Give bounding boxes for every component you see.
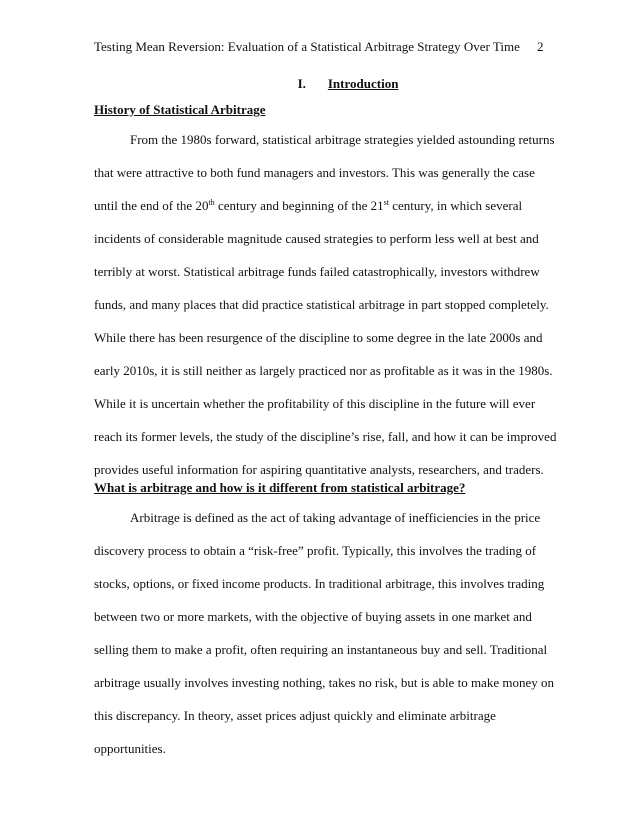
text-run: century and beginning of the 21 [214, 198, 384, 213]
running-header: Testing Mean Reversion: Evaluation of a Statistical Arbitrage Strategy Over Time [94, 39, 520, 54]
paragraph-line: From the 1980s forward, statistical arbitrage strategies yielded astounding returns [130, 132, 555, 147]
paragraph-history [94, 123, 557, 486]
paragraph-line: reach its former levels, the study of the discipline’s rise, fall, and how it can be improved [94, 429, 557, 444]
paragraph-line: stocks, options, or fixed income products. In traditional arbitrage, this involves trading [94, 576, 545, 591]
paragraph-line: between two or more markets, with the objective of buying assets in one market and [94, 609, 532, 624]
paragraph-line: provides useful information for aspiring quantitative analysts, researchers, and traders. [94, 462, 544, 477]
section-title: Introduction [327, 76, 399, 91]
text-run: century, in which several [389, 198, 523, 213]
paragraph-line: discovery process to obtain a “risk-free” profit. Typically, this involves the trading of [94, 543, 537, 558]
paragraph-line: that were attractive to both fund managers and investors. This was generally the case [94, 165, 535, 180]
section-heading [0, 76, 638, 92]
paragraph-line: arbitrage usually involves investing nothing, takes no risk, but is able to make money on [94, 675, 554, 690]
paragraph-line: selling them to make a profit, often requiring an instantaneous buy and sell. Traditional [94, 642, 548, 657]
paragraph-arbitrage [94, 501, 554, 765]
paragraph-line: this discrepancy. In theory, asset prices adjust quickly and eliminate arbitrage [94, 708, 496, 723]
paragraph-line: Arbitrage is defined as the act of taking advantage of inefficiencies in the price [130, 510, 541, 525]
paragraph-line: incidents of considerable magnitude caused strategies to perform less well at best and [94, 231, 539, 246]
subsection-heading-history: History of Statistical Arbitrage [94, 102, 266, 117]
superscript: st [383, 198, 389, 207]
subsection-heading-arbitrage: What is arbitrage and how is it different from statistical arbitrage? [94, 480, 466, 495]
paragraph-line: While it is uncertain whether the profitability of this discipline in the future will ever [94, 396, 536, 411]
paragraph-line: early 2010s, it is still neither as largely practiced nor as profitable as it was in the 1980s. [94, 363, 553, 378]
paragraph-line [94, 189, 549, 222]
paragraph-line: opportunities. [94, 741, 166, 756]
paragraph-line: funds, and many places that did practice statistical arbitrage in part stopped completely. [94, 297, 549, 312]
page-number: 2 [537, 39, 544, 54]
superscript: th [208, 198, 215, 207]
section-numeral: I. [297, 76, 306, 91]
paragraph-line: While there has been resurgence of the discipline to some degree in the late 2000s and [94, 330, 543, 345]
text-run: until the end of the 20 [94, 198, 209, 213]
paragraph-line: terribly at worst. Statistical arbitrage funds failed catastrophically, investors withdrew [94, 264, 540, 279]
